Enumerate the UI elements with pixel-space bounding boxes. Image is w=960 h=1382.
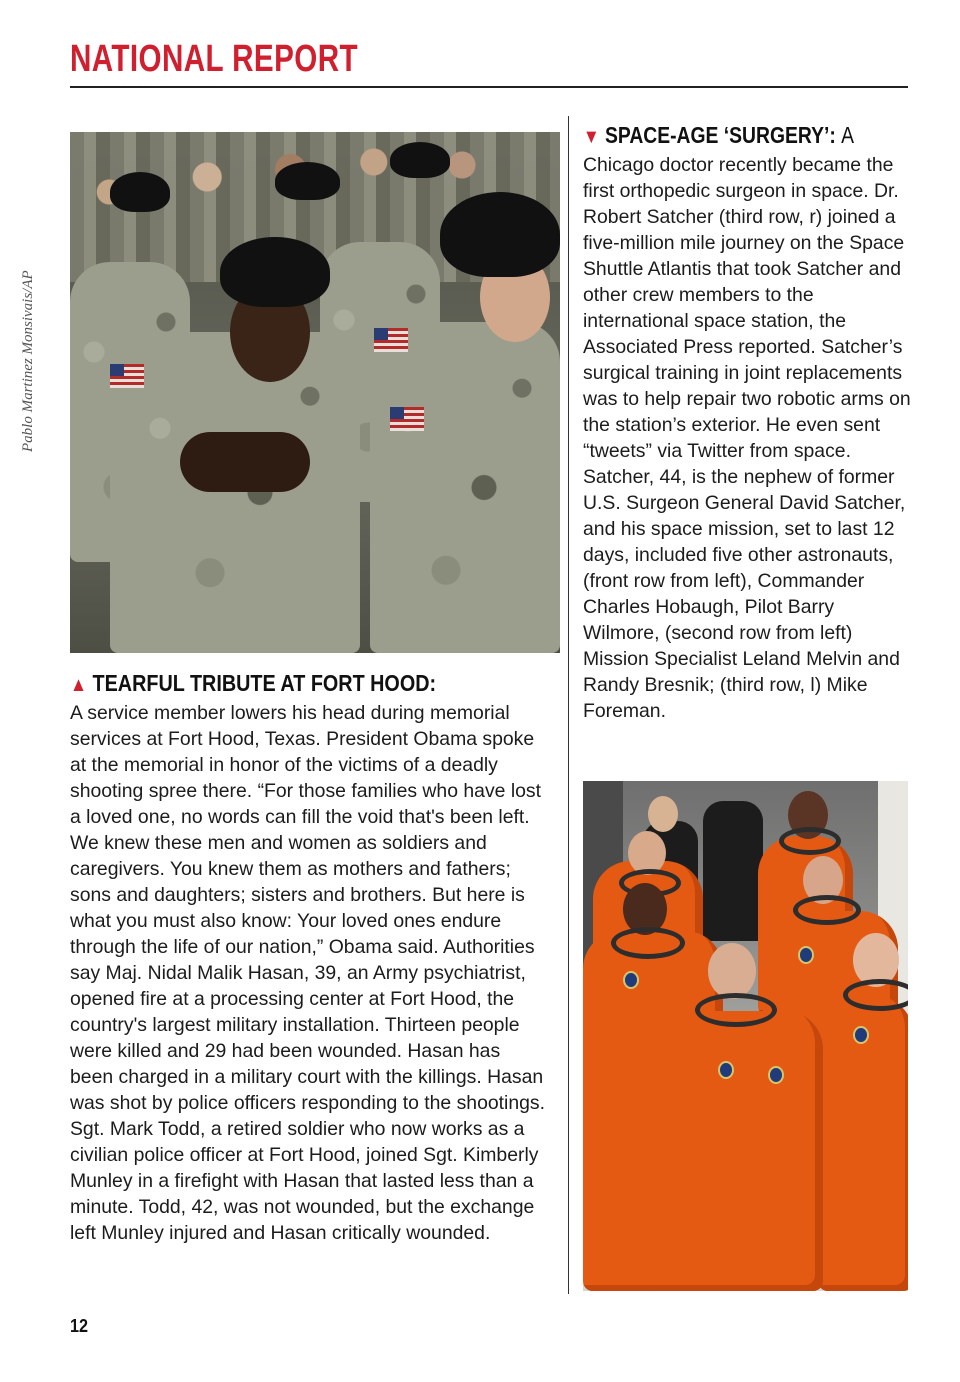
neck-ring xyxy=(843,979,908,1011)
beret xyxy=(390,142,450,178)
column-divider xyxy=(568,116,569,1294)
beret xyxy=(440,192,560,277)
fort-hood-story xyxy=(70,668,546,1246)
mission-patch xyxy=(768,1066,784,1084)
mission-patch xyxy=(798,946,814,964)
neck-ring xyxy=(779,827,841,855)
beret xyxy=(275,162,340,200)
neck-ring xyxy=(793,895,861,925)
title-rule xyxy=(70,86,908,88)
neck-ring xyxy=(611,927,685,959)
soldier-hands xyxy=(180,432,310,492)
astronaut-suit xyxy=(648,1011,823,1291)
space-surgery-story xyxy=(583,120,913,724)
space-surgery-headline xyxy=(583,120,860,152)
space-surgery-body: Chicago doctor recently became the first orthopedic surgeon in space. Dr. Robert Satcher (third row, r) joined a five-million mile journey on the Space Shuttle Atlantis that took Satcher and other crew members to the international space station, the Associated Press reported. Satcher’s surgical training in joint replacements was to help repair two robotic arms on the station’s exterior. He even sent “tweets” via Twitter from space. Satcher, 44, is the nephew of former U.S. Surgeon General David Satcher, and his space mission, set to last 12 days, included five other astronauts, (front row from left), Commander Charles Hobaugh, Pilot Barry Wilmore, (second row from left) Mission Specialist Leland Melvin and Randy Bresnik; (third row, l) Mike Foreman. xyxy=(583,154,911,722)
fort-hood-body: A service member lowers his head during memorial services at Fort Hood, Texas. President Obama spoke at the memorial in honor of the victims of a deadly shooting spree there. “For those families who have lost a loved one, no words can fill the void that's been left. We knew these men and women as soldiers and caregivers. You knew them as mothers and fathers; sons and daughters; sisters and brothers. But here is what you must also know: Your loved ones endure through the life of our nation,” Obama said. Authorities say Maj. Nidal Malik Hasan, 39, an Army psychiatrist, opened fire at a processing center at Fort Hood, the country's largest military installation. Thirteen people were killed and 29 had been wounded. Hasan has been charged in a military court with the killings. Hasan was shot by police officers responding to the shootings. Sgt. Mark Todd, a retired soldier who now works as a civilian police officer at Fort Hood, joined Sgt. Kimberly Munley in a firefight with Hasan that lasted less than a minute. Todd, 42, was not wounded, but the exchange left Munley injured and Hasan critically wounded. xyxy=(70,702,545,1244)
triangle-down-icon: ▼ xyxy=(583,126,600,148)
fort-hood-headline xyxy=(70,668,479,700)
headline-text: SPACE-AGE ‘SURGERY’: xyxy=(604,122,836,148)
soldier-center xyxy=(110,332,360,653)
soldier-right xyxy=(370,322,560,653)
beret xyxy=(220,237,330,307)
soldiers-photo xyxy=(70,132,560,653)
beret xyxy=(110,172,170,212)
mission-patch xyxy=(853,1026,869,1044)
photo-credit: Pablo Martinez Monsivais/AP xyxy=(20,270,36,452)
official-in-suit xyxy=(703,801,763,941)
flag-patch xyxy=(110,364,144,388)
flag-patch xyxy=(374,328,408,352)
mission-patch xyxy=(718,1061,734,1079)
neck-ring xyxy=(695,993,777,1027)
page-number: 12 xyxy=(70,1316,89,1336)
section-title: NATIONAL REPORT xyxy=(70,38,358,80)
headline-text: TEARFUL TRIBUTE AT FORT HOOD: xyxy=(92,670,437,696)
flag-patch xyxy=(390,407,424,431)
lead-word: A xyxy=(841,122,855,148)
astronaut-head xyxy=(708,943,756,999)
triangle-up-icon: ▲ xyxy=(70,674,88,696)
official-head xyxy=(648,796,678,832)
mission-patch xyxy=(623,971,639,989)
astronauts-photo xyxy=(583,781,908,1291)
